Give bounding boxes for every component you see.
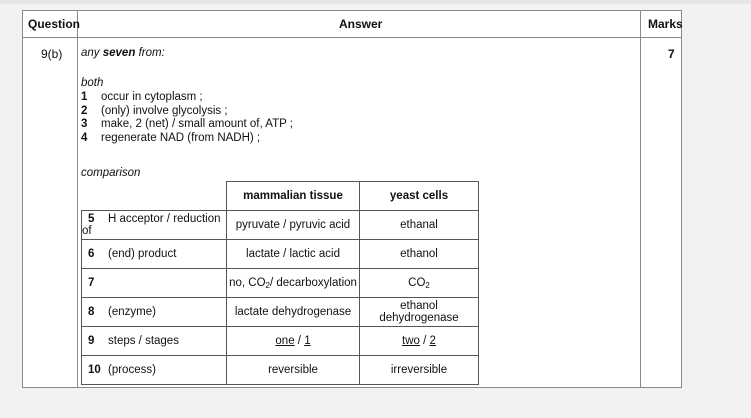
empty-header-cell [82,182,227,211]
top-strip [0,0,751,4]
header-question: Question [28,17,81,31]
comparison-table [81,181,479,385]
list-item: 1 occur in cytoplasm ; [81,91,203,103]
header-mammalian: mammalian tissue [227,182,360,211]
header-marks: Marks [648,17,683,31]
table-row: 9 steps / stages one / 1 two / 2 [82,327,479,356]
comparison-label: comparison [81,167,141,179]
table-row: 5 H acceptor / reduction of pyruvate / pyruvic acid ethanal [82,211,479,240]
table-row: 8 (enzyme) lactate dehydrogenase ethanol dehydrogenase [82,298,479,327]
point-list [81,91,293,145]
list-item: 2 (only) involve glycolysis ; [81,104,228,117]
mark-scheme-table [22,10,682,388]
both-label: both [81,77,104,89]
answer-intro: any seven from: [81,47,165,59]
list-item: 4 regenerate NAD (from NADH) ; [81,131,261,144]
table-row: 10 (process) reversible irreversible [82,356,479,385]
column-divider [640,11,641,387]
column-divider [77,11,78,387]
header-yeast: yeast cells [360,182,479,211]
list-item: 3 make, 2 (net) / small amount of, ATP ; [81,118,293,130]
table-header-row [82,182,479,211]
header-answer: Answer [339,17,383,31]
question-number: 9(b) [41,47,63,61]
table-row: 7 no, $CO_2/$ decarboxylation $CO_2$ [82,269,479,298]
marks-value: 7 [668,47,675,61]
header-divider [23,37,681,38]
table-row: 6 (end) product lactate / lactic acid ethanol [82,240,479,269]
